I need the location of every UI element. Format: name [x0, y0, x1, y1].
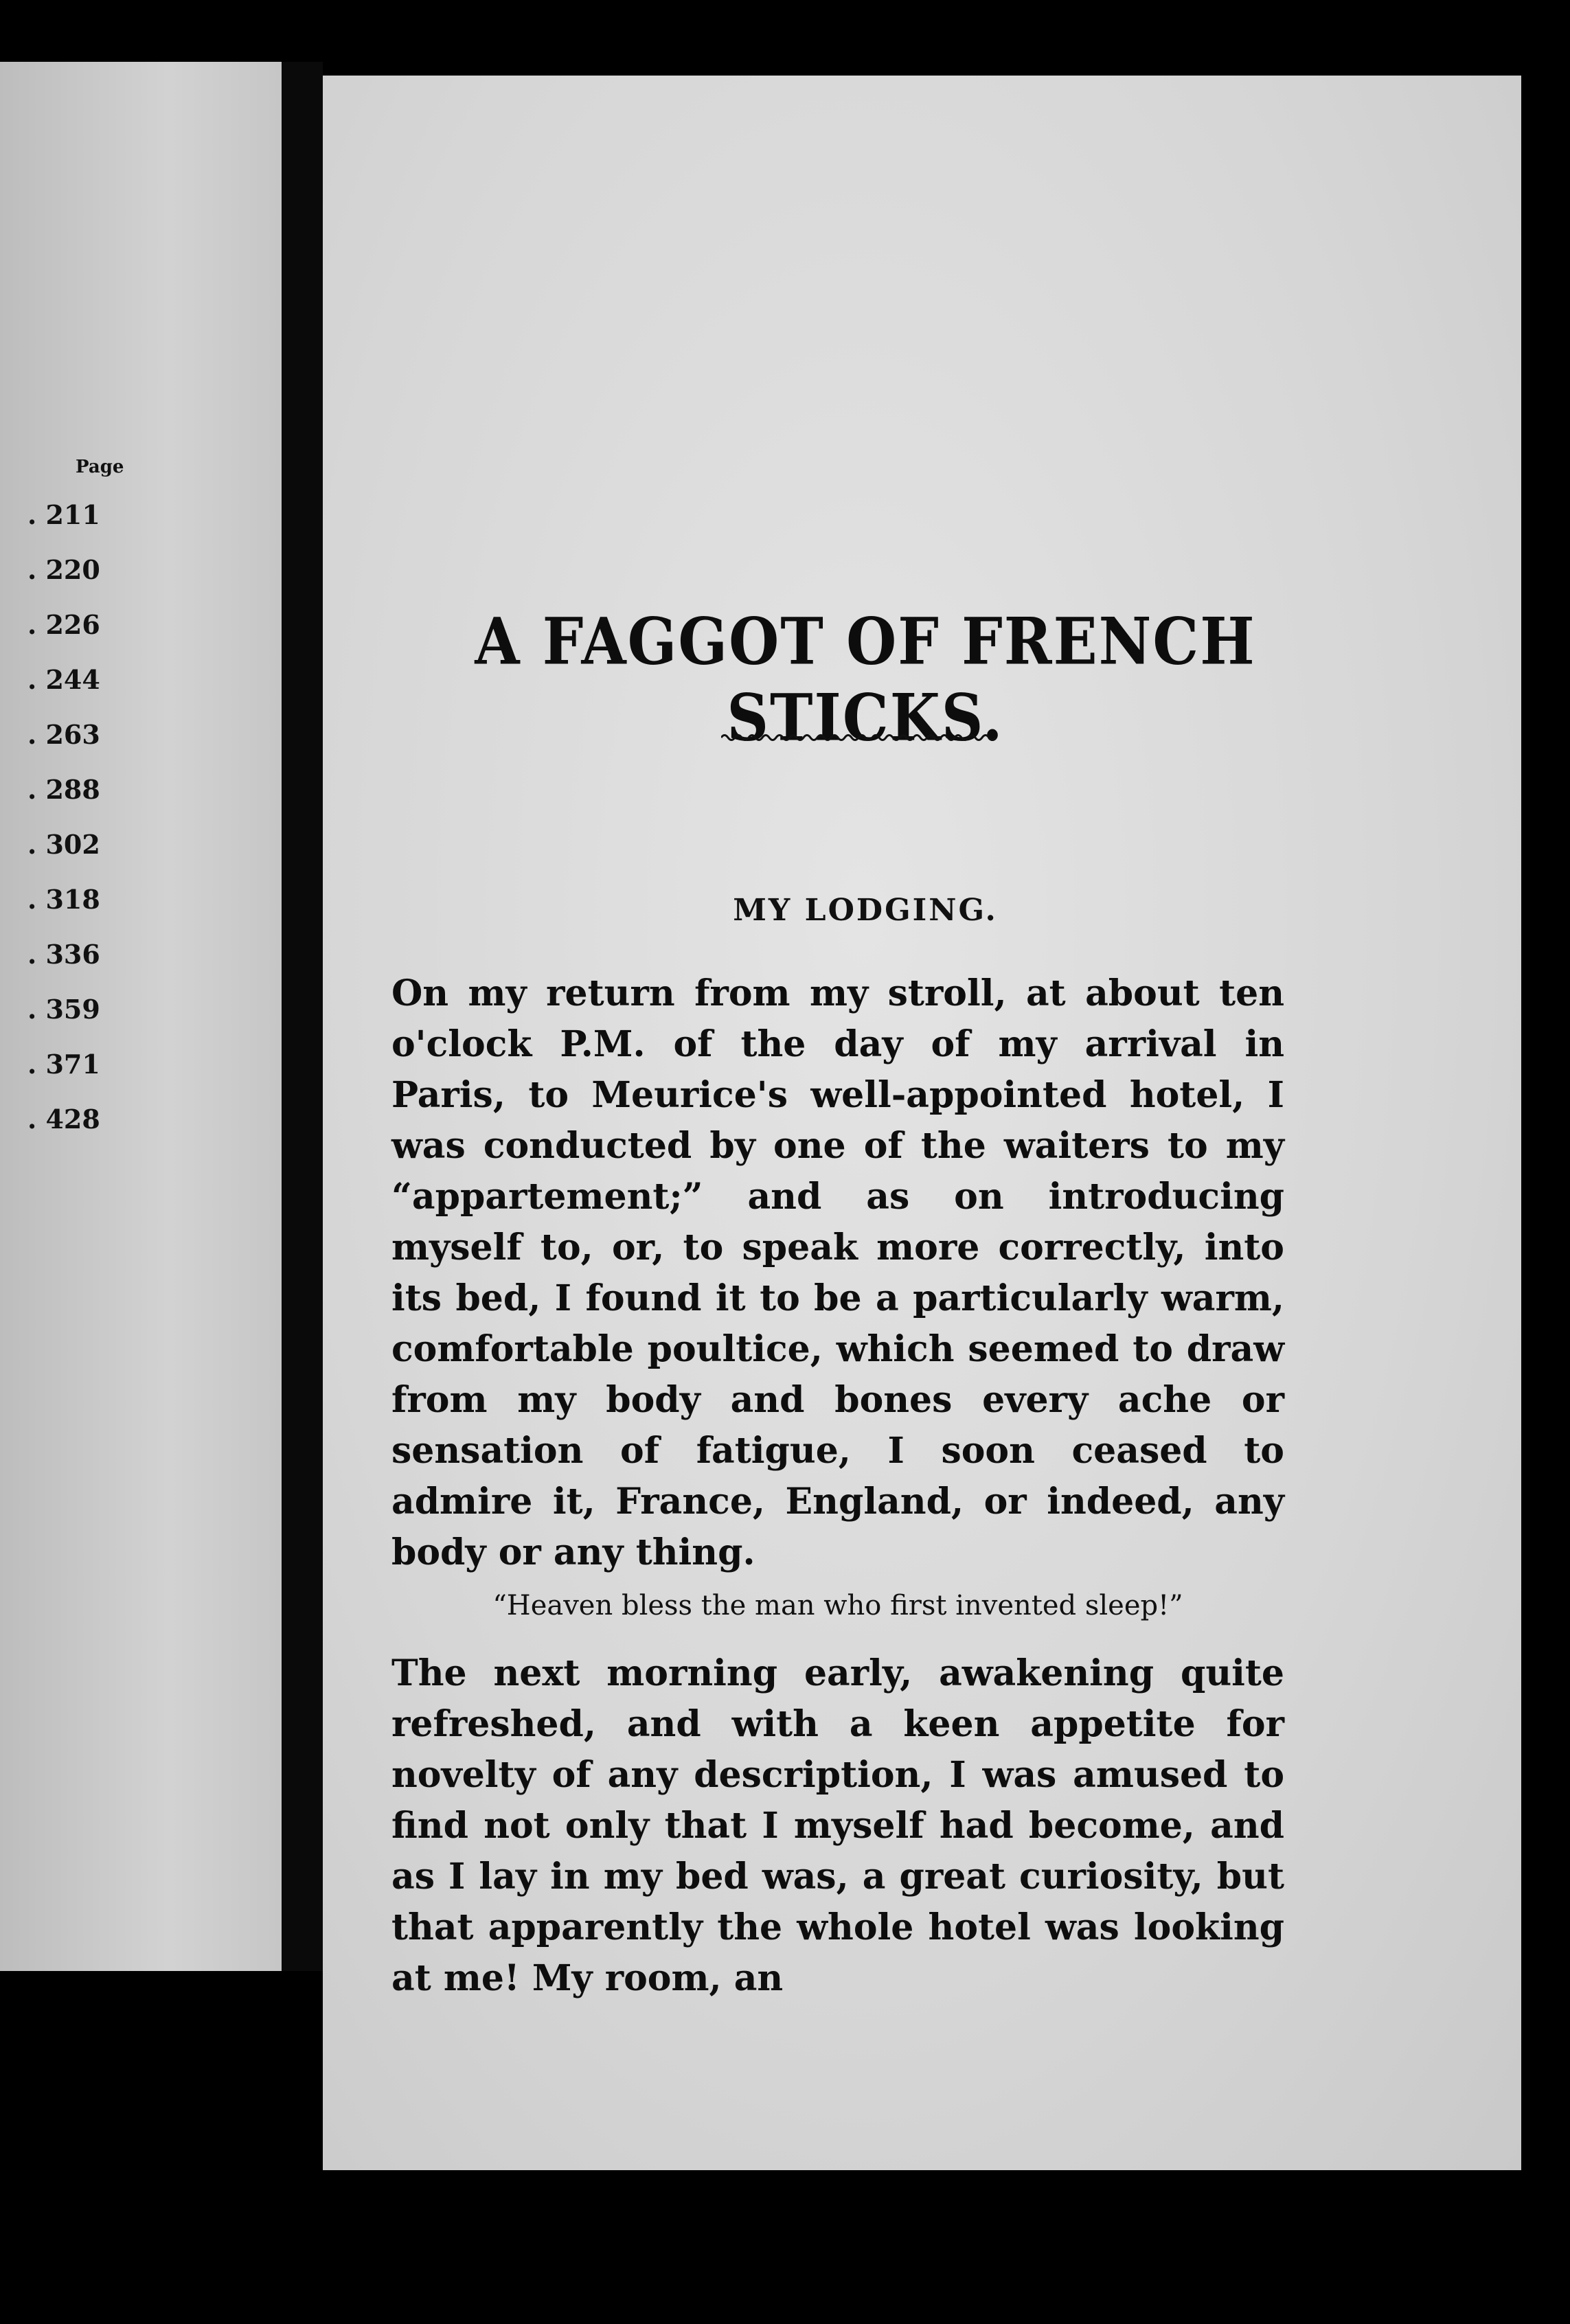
- right-page: [323, 76, 1521, 2170]
- paragraph: The next morning early, awakening quite refreshed, and with a keen appetite for novelty of any description, I was amused to find not only that I myself had become, and as I lay in my bed was, a great curiosity, but that apparently the whole hotel was looking at me! My room, an: [391, 1652, 1284, 1999]
- book-gutter: [282, 62, 323, 1971]
- page-number: . 318: [27, 884, 100, 915]
- page-number: . 428: [27, 1104, 100, 1135]
- page-number: . 336: [27, 939, 100, 970]
- page-number: . 371: [27, 1049, 100, 1080]
- page-number: . 288: [27, 774, 100, 805]
- paragraph: On my return from my stroll, at about ten o'clock P.M. of the day of my arrival in Paris, to Meurice's well-appointed hotel, I was conducted by one of the waiters to my “appartement;” and as on introducing myself to, or, to speak more correctly, into its bed, I found it to be a particularly warm, comfortable poultice, which seemed to draw from my body and bones every ache or sensation of fatigue, I soon ceased to admire it, France, England, or indeed, any body or any thing.: [391, 972, 1284, 1573]
- chapter-heading: MY LODGING.: [733, 893, 998, 928]
- page-number: . 226: [27, 609, 100, 640]
- page-column-label: Page: [76, 457, 124, 477]
- page-number: . 359: [27, 994, 100, 1025]
- left-page: [0, 62, 282, 1971]
- page-number-list: [27, 488, 100, 1147]
- book-title: A FAGGOT OF FRENCH STICKS.: [475, 603, 1256, 755]
- page-number: . 220: [27, 554, 100, 585]
- wavy-rule: [721, 731, 996, 744]
- page-number: . 302: [27, 829, 100, 860]
- page-number: . 263: [27, 719, 100, 750]
- quotation: “Heaven bless the man who first invented sleep!”: [492, 1590, 1183, 1621]
- page-number: . 244: [27, 664, 100, 695]
- page-number: . 211: [27, 499, 100, 530]
